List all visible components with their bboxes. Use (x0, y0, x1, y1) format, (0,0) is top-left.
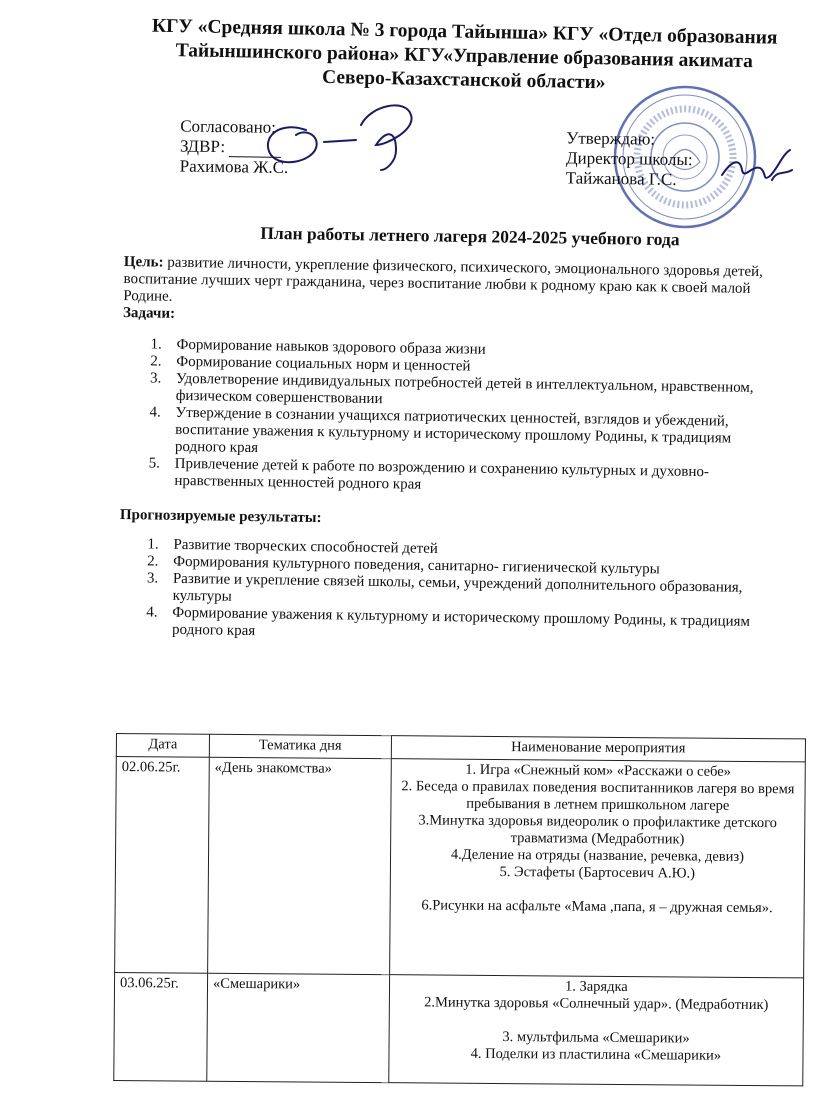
list-number: 1. (147, 536, 159, 553)
activity-item: 1. Зарядка (564, 978, 628, 996)
tasks-list (120, 336, 782, 499)
list-text: Формирование навыков здорового образа жизни (176, 336, 486, 358)
approval-left-position: ЗДВР: (179, 136, 226, 157)
list-text: Развитие и укрепление связей школы, семьи, учреждений дополнительного образования, культуры (172, 570, 743, 605)
activity-item: 4. Поделки из пластилина «Смешарики» (470, 1045, 722, 1064)
approval-right-block (566, 128, 797, 191)
cell-date: 02.06.25г. (115, 757, 210, 974)
column-header-theme: Тематика дня (209, 734, 391, 758)
activity-item: 2.Минутка здоровья «Солнечный удар». (Медработник) (424, 994, 769, 1014)
activity-item: 6.Рисунки на асфальте «Мама ,папа, я – дружная семья». (421, 897, 773, 917)
goal-text: развитие личности, укрепление физического, психического, эмоционального здоровья детей, воспитание лучших черт гражданина, через воспитание любви к родному краю как к своей малой Родине. (123, 254, 764, 305)
tasks-label: Задачи: (122, 304, 176, 322)
column-header-date: Дата (116, 734, 209, 758)
table-row (115, 757, 806, 978)
results-label: Прогнозируемые результаты: (119, 506, 322, 527)
header-line-3: Северо-Казахстанской области» (321, 66, 606, 94)
list-number: 1. (150, 336, 162, 353)
list-text: Формирования культурного поведения, санитарно- гигиенической культуры (173, 553, 660, 578)
list-number: 3. (146, 570, 159, 587)
plan-title: План работы летнего лагеря 2024-2025 учебного года (260, 222, 680, 250)
approval-right-name: Тайжанова Г.С. (565, 168, 677, 189)
list-number: 3. (149, 370, 162, 387)
cell-date: 03.06.25г. (114, 972, 208, 1081)
list-number: 5. (148, 455, 161, 472)
goal-label: Цель: (123, 254, 164, 271)
schedule-table-wrapper (113, 733, 806, 1086)
cell-activities (389, 759, 805, 978)
activity-item: 1. Игра «Снежный ком» «Расскажи о себе» (465, 761, 731, 780)
approval-right-heading: Утверждаю: (566, 128, 656, 149)
header-line-2: Тайыншинского района» КГУ«Управление образования акимата (175, 40, 754, 73)
cell-theme: «День знакомства» (208, 757, 391, 974)
schedule-table (113, 733, 806, 1086)
header-line-1: КГУ «Средняя школа № 3 города Тайынша» КГУ «Отдел образования (151, 15, 778, 49)
approval-left-heading: Согласовано: (180, 116, 277, 137)
activity-item: 3. мультфильма «Смешарики» (502, 1029, 690, 1047)
results-list (118, 536, 780, 648)
approval-right-position: Директор школы: (565, 148, 693, 170)
document-body (118, 254, 784, 648)
approval-left-block (180, 116, 401, 179)
cell-theme: «Смешарики» (207, 973, 390, 1082)
list-number: 4. (149, 404, 161, 421)
list-text: Привлечение детей к работе по возрождению и сохранению культурных и духовно-нравственных ценностей родного края (174, 455, 710, 493)
list-text: Формирование социальных норм и ценностей (176, 353, 471, 375)
list-text: Удовлетворение индивидуальных потребностей детей в интеллектуальном, нравственном, физическом совершенствовании (175, 370, 754, 408)
list-number: 2. (150, 353, 162, 370)
cell-activities (388, 975, 803, 1086)
list-text: Утверждение в сознании учащихся патриотических ценностей, взглядов и убеждений, воспитание уважения к культурному и историческому прошлому Родины, к традициям родного края (174, 404, 732, 457)
list-number: 2. (147, 553, 159, 570)
activity-item: 3.Минутка здоровья видеоролик о профилактике детского травматизма (Медработник) (418, 812, 778, 848)
column-header-activities: Наименование мероприятия (391, 736, 805, 762)
activity-item: 4.Деление на отряды (название, речевка, девиз) (450, 846, 745, 865)
table-row (114, 972, 804, 1085)
list-number: 4. (146, 604, 158, 621)
activity-item: 5. Эстафеты (Бартосевич А.Ю.) (499, 864, 696, 882)
activity-item: 2. Беседа о правилах поведения воспитанников лагеря во время пребывания в летнем пришкольном лагере (401, 778, 795, 814)
list-text: Формирование уважения к культурному и историческому прошлому Родины, к традициям родного края (171, 604, 751, 640)
approval-left-name: Рахимова Ж.С. (179, 156, 289, 177)
list-text: Развитие творческих способностей детей (173, 536, 438, 557)
